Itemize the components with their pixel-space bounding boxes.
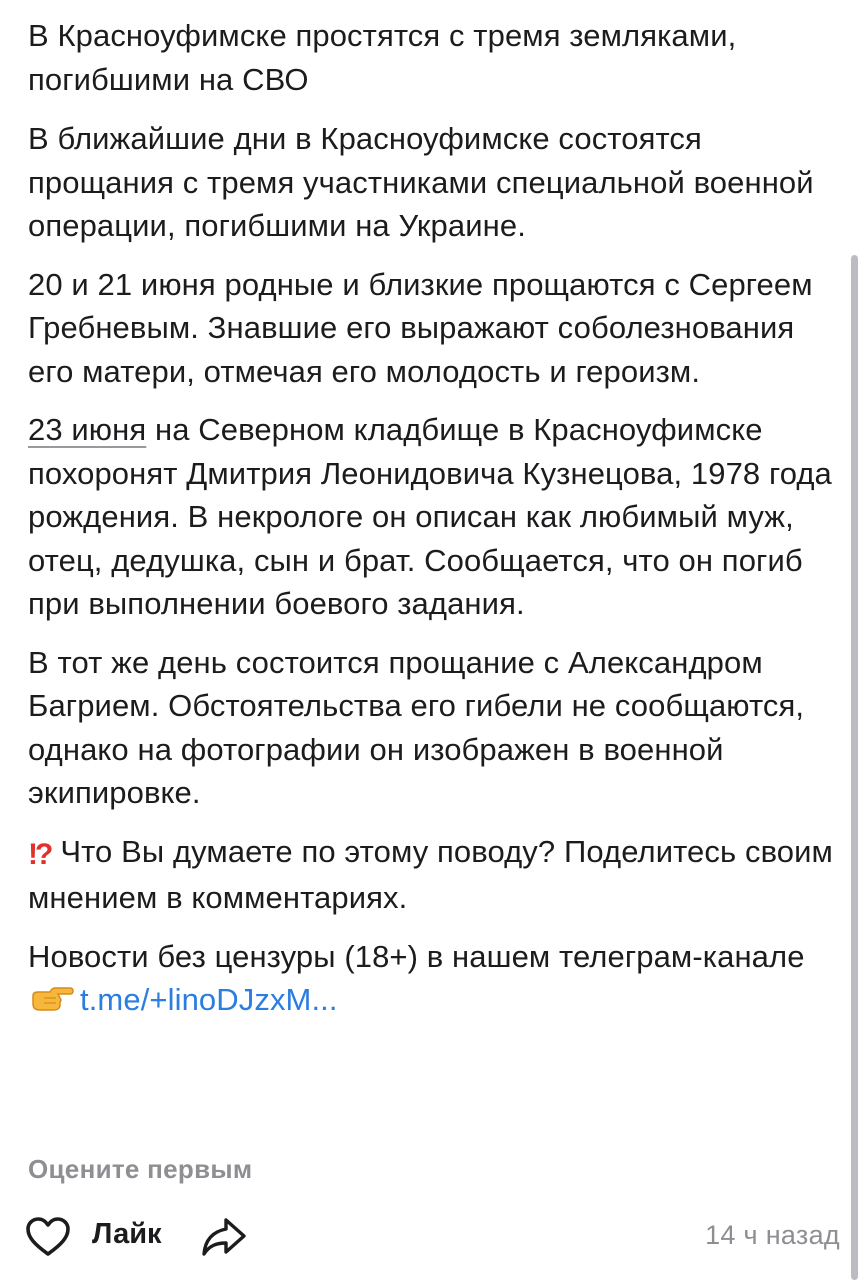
exclamation-question-icon: !?	[28, 837, 51, 871]
post-paragraph-2: 20 и 21 июня родные и близкие прощаются с Сергеем Гребневым. Знавшие его выражают соболезнования его матери, отмечая его молодость и героизм.	[28, 266, 813, 389]
date-link[interactable]: 23 июня	[28, 412, 147, 447]
post-paragraph-3	[28, 408, 846, 626]
rate-first-label[interactable]: Оцените первым	[28, 1154, 253, 1184]
share-arrow-icon[interactable]	[199, 1212, 249, 1262]
post-paragraph-6	[28, 935, 846, 1022]
scrollbar[interactable]	[851, 255, 858, 1280]
like-label: Лайк	[92, 1217, 162, 1250]
post-body	[28, 14, 846, 1037]
telegram-link[interactable]: t.me/+linoDJzxM...	[80, 982, 338, 1017]
post-title: В Красноуфимске простятся с тремя земляками, погибшими на СВО	[28, 18, 737, 97]
post-paragraph-5	[28, 830, 846, 920]
heart-outline-icon	[24, 1215, 72, 1259]
post-timestamp: 14 ч назад	[705, 1220, 840, 1250]
post-paragraph-3-text: на Северном кладбище в Красноуфимске похоронят Дмитрия Леонидовича Кузнецова, 1978 года рождения. В некрологе он описан как любимый муж, отец, дедушка, сын и брат. Сообщается, что он погиб при выполнении боевого задания.	[28, 412, 832, 621]
post-paragraph-1: В ближайшие дни в Красноуфимске состоятся прощания с тремя участниками специальной военной операции, погибшими на Украине.	[28, 121, 814, 243]
pointing-hand-icon	[30, 984, 74, 1014]
like-button[interactable]	[24, 1212, 162, 1262]
post-actions-bar	[24, 1212, 844, 1262]
post-paragraph-5-text: Что Вы думаете по этому поводу? Поделитесь своим мнением в комментариях.	[28, 833, 833, 915]
post-paragraph-6-text: Новости без цензуры (18+) в нашем телеграм-канале	[28, 938, 805, 974]
post-paragraph-4: В тот же день состоится прощание с Александром Багрием. Обстоятельства его гибели не сообщаются, однако на фотографии он изображен в военной экипировке.	[28, 644, 805, 810]
